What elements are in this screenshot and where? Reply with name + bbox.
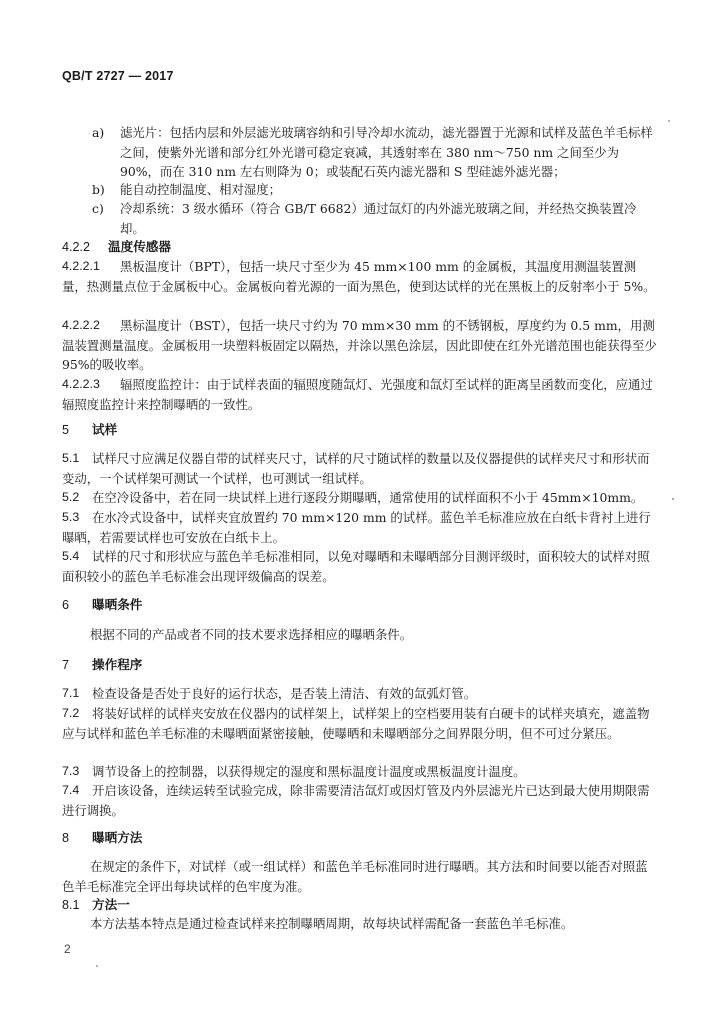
section-8-1-paragraph: 本方法基本特点是通过检查试样来控制曝晒周期，故每块试样需配备一套蓝色羊毛标准。 [90,916,574,931]
section-number: 6 [62,598,70,612]
clause-4-2-2-2-number: 4.2.2.2 [62,318,100,332]
clause-7-1-number: 7.1 [62,686,80,700]
list-label-a: a) [92,125,105,140]
clause-5-1-number: 5.1 [62,451,80,465]
clause-5-2-number: 5.2 [62,490,80,504]
clause-4-2-2-3-number: 4.2.2.3 [62,377,100,391]
clause-5-1: 试样尺寸应满足仪器自带的试样夹尺寸，试样的尺寸随试样的数量以及仪器提供的试样夹尺寸和形状而变动，一个试样架可测试一个试样，也可测试一组试样。 [62,451,650,486]
clause-5-2: 在空冷设备中，若在同一块试样上进行逐段分期曝晒，通常使用的试样面积不小于 45mm×10mm。 [92,490,644,505]
section-title: 方法一 [92,897,130,912]
clause-5-4: 试样的尺寸和形状应与蓝色羊毛标准相同，以免对曝晒和未曝晒部分目测评级时，面积较大的试样对照面积较小的蓝色羊毛标准会出现评级偏高的误差。 [62,549,650,584]
section-6-heading [62,595,142,616]
list-item-c: 冷却系统：3 级水循环（符合 GB/T 6682）通过氙灯的内外滤光玻璃之间，并经热交换装置冷却。 [120,201,637,236]
clause-7-4-number: 7.4 [62,783,80,797]
clause-5-3-number: 5.3 [62,510,80,524]
section-6-paragraph: 根据不同的产品或者不同的技术要求选择相应的曝晒条件。 [90,627,413,642]
clause-7-2: 将装好试样的试样夹安放在仪器内的试样架上，试样架上的空档要用装有白硬卡的试样夹填充，遮盖物应与试样和蓝色羊毛标准的未曝晒面紧密接触，使曝晒和未曝晒部分之间界限分明，但不可过分紧压。 [62,706,650,741]
clause-7-3-number: 7.3 [62,764,80,778]
section-8-1-heading [62,895,130,916]
section-number: 5 [62,423,70,437]
section-title: 曝晒方法 [92,830,143,845]
clause-4-2-2-3: 辐照度监控计：由于试样表面的辐照度随氙灯、光强度和氙灯至试样的距离呈函数而变化，应通过辐照度监控计来控制曝晒的一致性。 [62,377,653,412]
clause-7-4: 开启该设备，连续运转至试验完成，除非需要清洁氙灯或因灯管及内外层滤光片已达到最大使用期限需进行调换。 [62,783,650,818]
clause-5-3: 在水冷式设备中，试样夹宜放置约 70 mm×120 mm 的试样。蓝色羊毛标准应放在白纸卡背衬上进行曝晒，若需要试样也可安放在白纸卡上。 [62,510,651,545]
section-title: 温度传感器 [108,239,171,254]
list-label-b: b) [92,182,105,197]
section-number: 8.1 [62,898,80,912]
list-item-a: 滤光片：包括内层和外层滤光玻璃容纳和引导冷却水流动，滤光器置于光源和试样及蓝色羊毛标样之间，使紫外光谱和部分红外光谱可稳定衰减，其透射率在 380 nm～750 nm 之间至少为 90%，而在 310 nm 左右则降为 0；或装配石英内滤光器和 S 型硅滤外滤光器； [120,125,653,179]
section-title: 曝晒条件 [92,597,143,612]
page-number: 2 [64,942,71,956]
section-title: 操作程序 [92,657,143,672]
scan-speck [668,120,670,122]
section-8-heading [62,828,142,849]
standard-number: QB/T 2727 — 2017 [62,69,174,83]
section-number: 4.2.2 [62,240,91,254]
clause-4-2-2-1-number: 4.2.2.1 [62,259,100,273]
section-number: 8 [62,831,70,845]
clause-4-2-2-2: 黑标温度计（BST），包括一块尺寸约为 70 mm×30 mm 的不锈钢板，厚度约为 0.5 mm，用测温装置测量温度。金属板用一块塑料板固定以隔热，并涂以黑色涂层，因此即使在红外光谱范围也能获得至少 95%的吸收率。 [62,318,657,372]
section-title: 试样 [92,422,118,437]
clause-7-2-number: 7.2 [62,706,80,720]
clause-4-2-2-1: 黑板温度计（BPT），包括一块尺寸至少为 45 mm×100 mm 的金属板，其温度用测温装置测量，热测量点位于金属板中心。金属板向着光源的一面为黑色，使到达试样的光在黑板上的反射率小于 5%。 [62,259,656,294]
scan-speck [96,965,98,967]
list-item-b: 能自动控制温度、相对湿度； [120,182,282,197]
section-5-heading [62,420,117,441]
list-label-c: c) [92,201,104,216]
scan-speck [672,498,674,500]
clause-7-3: 调节设备上的控制器，以获得规定的湿度和黑标温度计温度或黑板温度计温度。 [92,764,526,779]
section-7-heading [62,655,142,676]
clause-5-4-number: 5.4 [62,549,80,563]
section-8-paragraph: 在规定的条件下，对试样（或一组试样）和蓝色羊毛标准同时进行曝晒。其方法和时间要以能否对照蓝色羊毛标准完全评出每块试样的色牢度为准。 [62,859,648,894]
clause-7-1: 检查设备是否处于良好的运行状态，是否装上清洁、有效的氙弧灯管。 [92,686,477,701]
section-number: 7 [62,658,70,672]
section-4-2-2-heading [62,237,171,258]
